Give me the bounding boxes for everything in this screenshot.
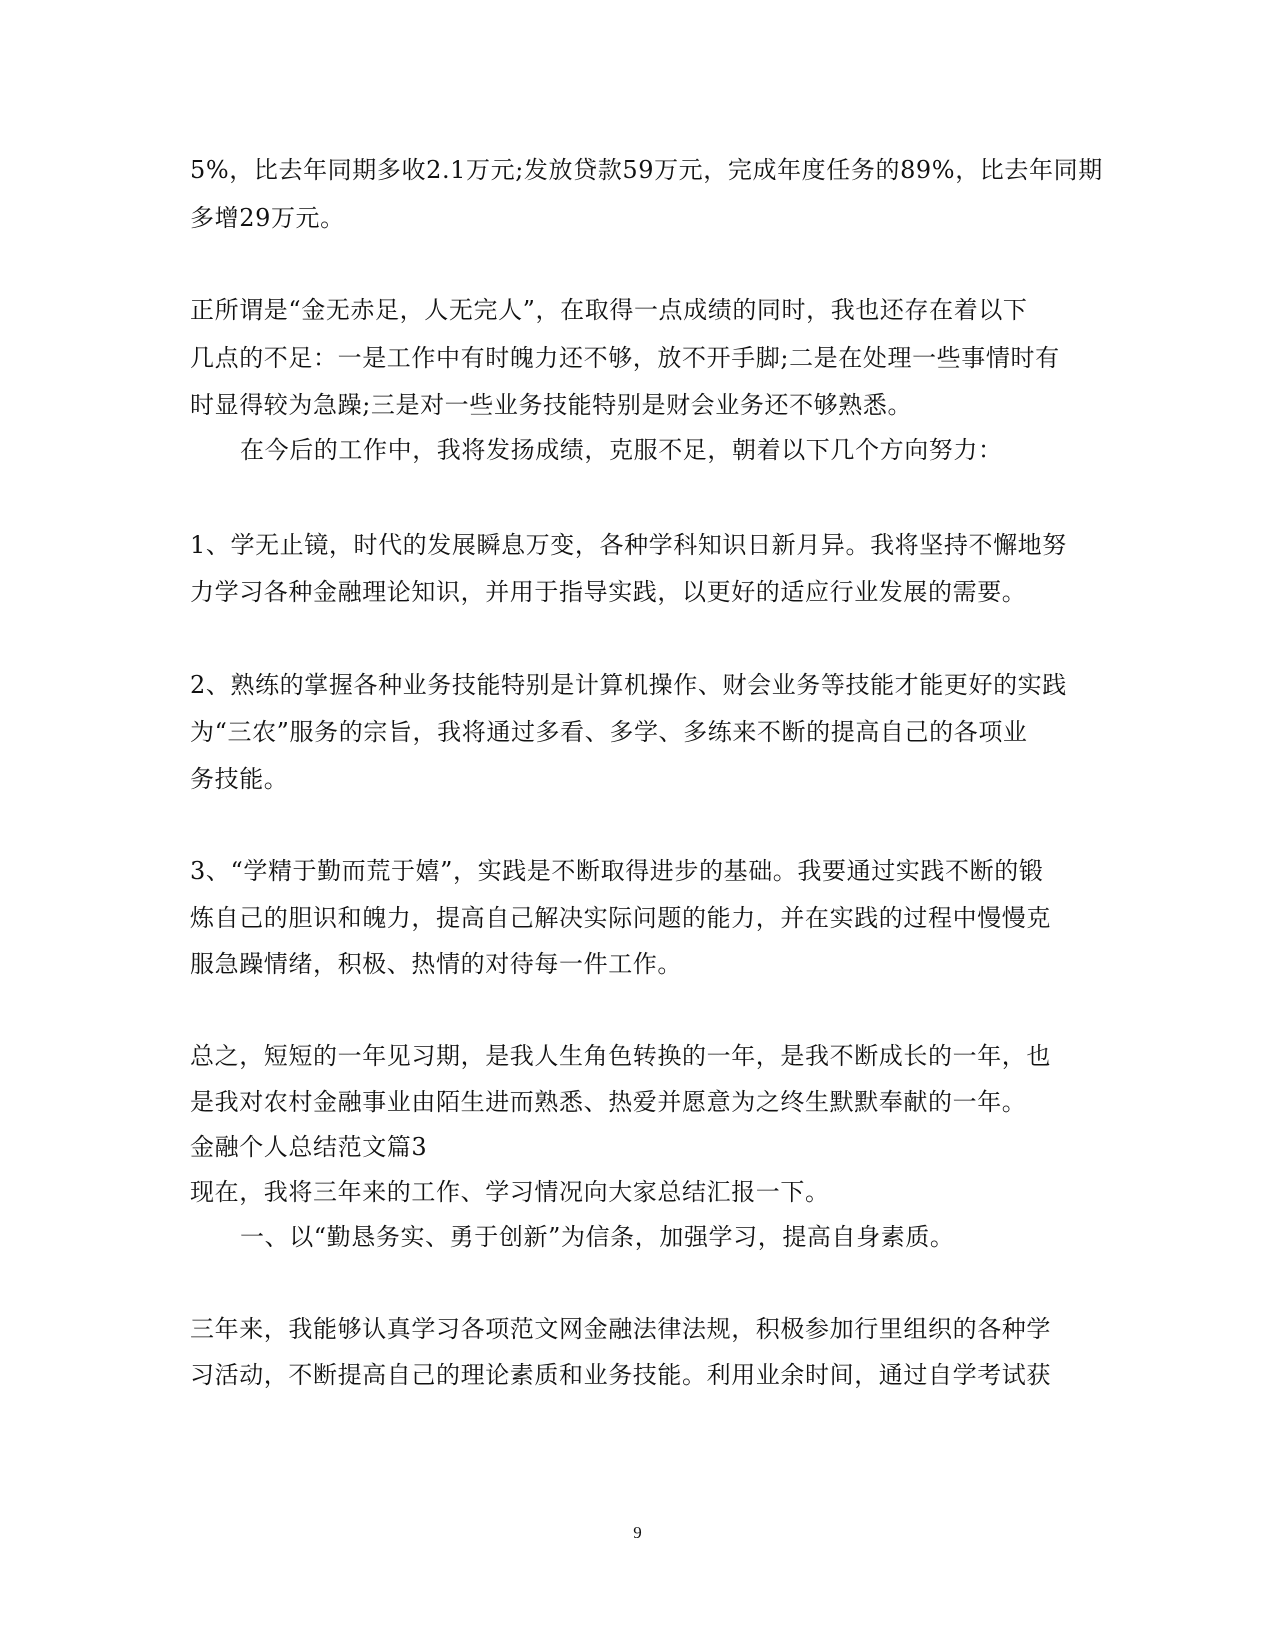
text-line: 3、“学精于勤而荒于嬉”，实践是不断取得进步的基础。我要通过实践不断的锻 — [190, 857, 1044, 885]
text-line: 5%，比去年同期多收2.1万元;发放贷款59万元，完成年度任务的89%，比去年同期 — [190, 156, 1103, 184]
text-line: 一、以“勤恳务实、勇于创新”为信条，加强学习，提高自身素质。 — [240, 1223, 955, 1251]
text-line: 是我对农村金融事业由陌生进而熟悉、热爱并愿意为之终生默默奉献的一年。 — [190, 1088, 1027, 1116]
text-line: 现在，我将三年来的工作、学习情况向大家总结汇报一下。 — [190, 1178, 830, 1206]
text-line: 多增29万元。 — [190, 204, 345, 232]
text-line: 为“三农”服务的宗旨，我将通过多看、多学、多练来不断的提高自己的各项业 — [190, 718, 1028, 746]
text-line: 三年来，我能够认真学习各项范文网金融法律法规，积极参加行里组织的各种学 — [190, 1315, 1051, 1343]
text-line: 力学习各种金融理论知识，并用于指导实践，以更好的适应行业发展的需要。 — [190, 578, 1027, 606]
text-line: 炼自己的胆识和魄力，提高自己解决实际问题的能力，并在实践的过程中慢慢克 — [190, 904, 1051, 932]
text-line: 务技能。 — [190, 765, 289, 793]
text-line: 2、熟练的掌握各种业务技能特别是计算机操作、财会业务等技能才能更好的实践 — [190, 671, 1067, 699]
text-line: 1、学无止镜，时代的发展瞬息万变，各种学科知识日新月异。我将坚持不懈地努 — [190, 531, 1067, 559]
text-line: 正所谓是“金无赤足，人无完人”，在取得一点成绩的同时，我也还存在着以下 — [190, 296, 1028, 324]
section-heading: 金融个人总结范文篇3 — [190, 1133, 428, 1161]
text-line: 总之，短短的一年见习期，是我人生角色转换的一年，是我不断成长的一年，也 — [190, 1042, 1051, 1070]
text-line: 服急躁情绪，积极、热情的对待每一件工作。 — [190, 950, 682, 978]
text-line: 几点的不足：一是工作中有时魄力还不够，放不开手脚;二是在处理一些事情时有 — [190, 344, 1060, 372]
text-line: 习活动，不断提高自己的理论素质和业务技能。利用业余时间，通过自学考试获 — [190, 1361, 1051, 1389]
text-line: 在今后的工作中，我将发扬成绩，克服不足，朝着以下几个方向努力： — [240, 436, 1003, 464]
page-number: 9 — [633, 1523, 642, 1542]
text-line: 时显得较为急躁;三是对一些业务技能特别是财会业务还不够熟悉。 — [190, 391, 913, 419]
